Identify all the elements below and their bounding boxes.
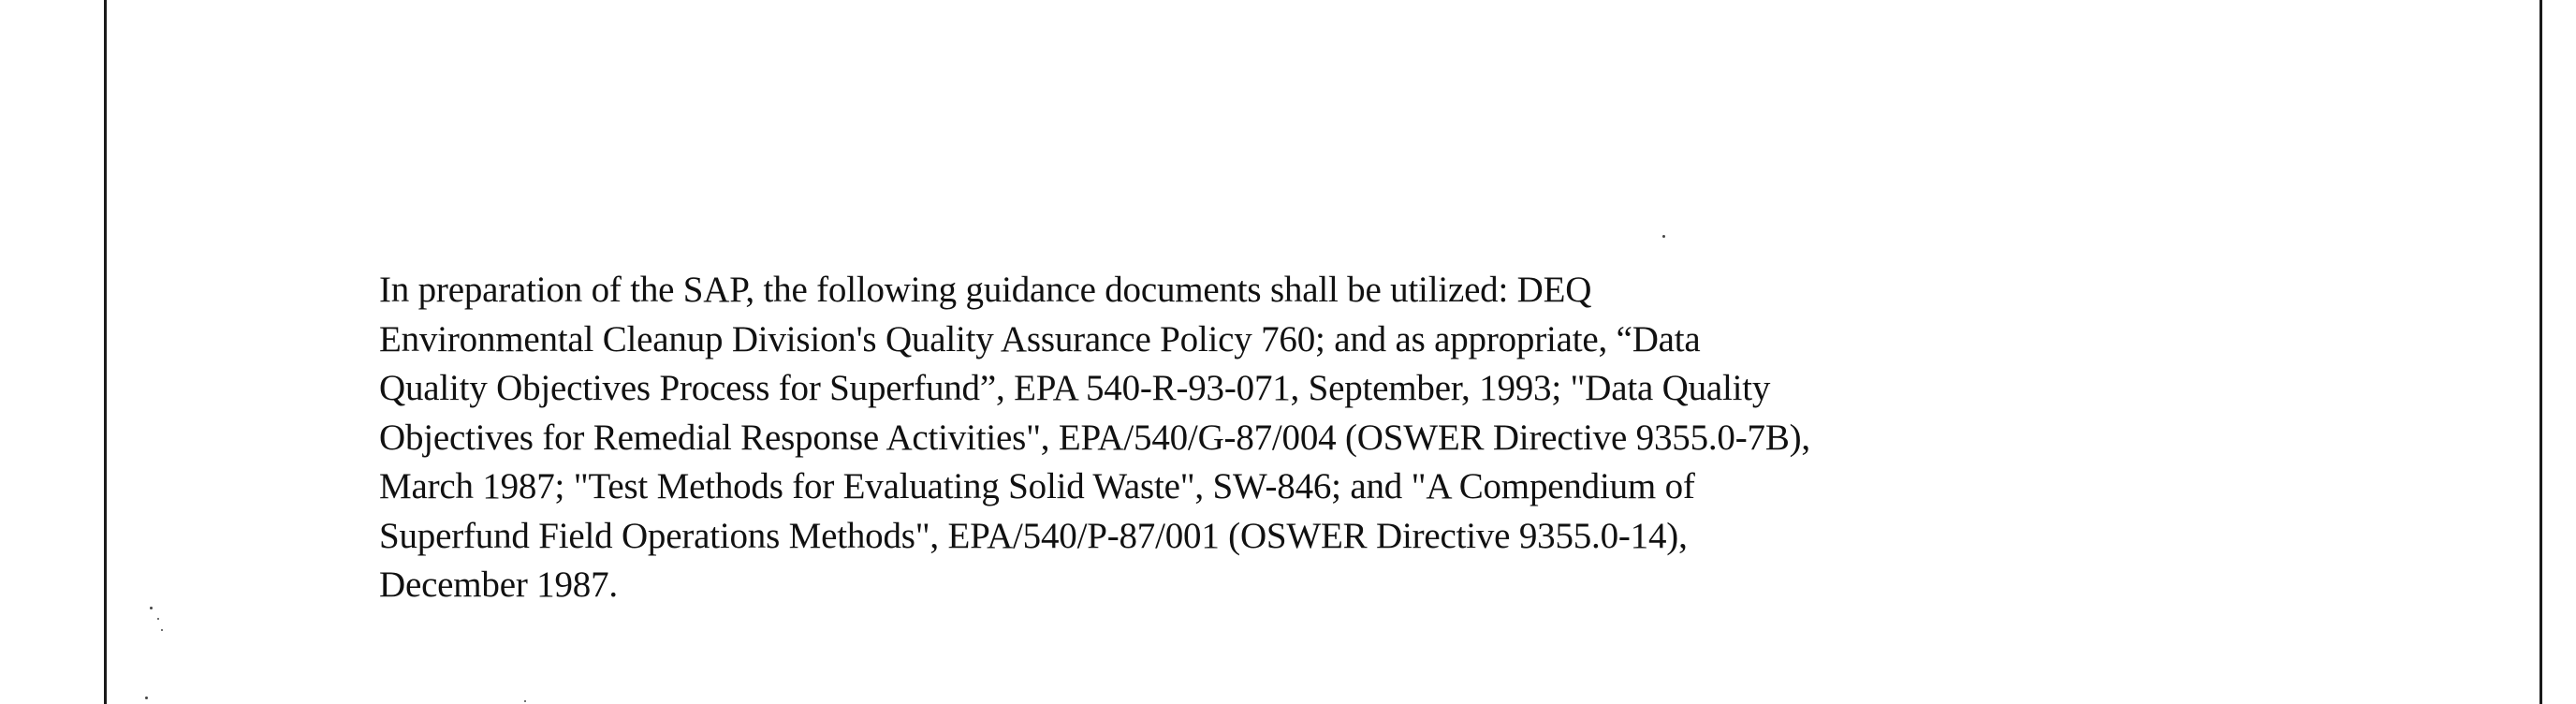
scan-speck (145, 697, 148, 699)
paragraph-line: Environmental Cleanup Division's Quality Assurance Policy 760; and as appropriate, “Data (379, 318, 1701, 359)
guidance-documents-paragraph (379, 266, 2485, 610)
paragraph-line: Superfund Field Operations Methods", EPA/540/P-87/001 (OSWER Directive 9355.0-14), (379, 515, 1688, 556)
scan-speck (161, 629, 163, 631)
scan-speck (157, 618, 159, 620)
scan-speck (524, 700, 526, 702)
paragraph-line: Quality Objectives Process for Superfund”, EPA 540-R-93-071, September, 1993; "Data Quality (379, 368, 1771, 408)
paragraph-line: In preparation of the SAP, the following guidance documents shall be utilized: DEQ (379, 270, 1592, 310)
page-border-left (104, 0, 107, 704)
page-border-right (2539, 0, 2542, 704)
scan-speck (1662, 235, 1665, 238)
paragraph-line: March 1987; "Test Methods for Evaluating Solid Waste", SW-846; and "A Compendium of (379, 466, 1695, 506)
paragraph-line: December 1987. (379, 565, 618, 605)
paragraph-line: Objectives for Remedial Response Activities", EPA/540/G-87/004 (OSWER Directive 9355.0-7B), (379, 417, 1810, 458)
scan-speck (150, 607, 153, 609)
